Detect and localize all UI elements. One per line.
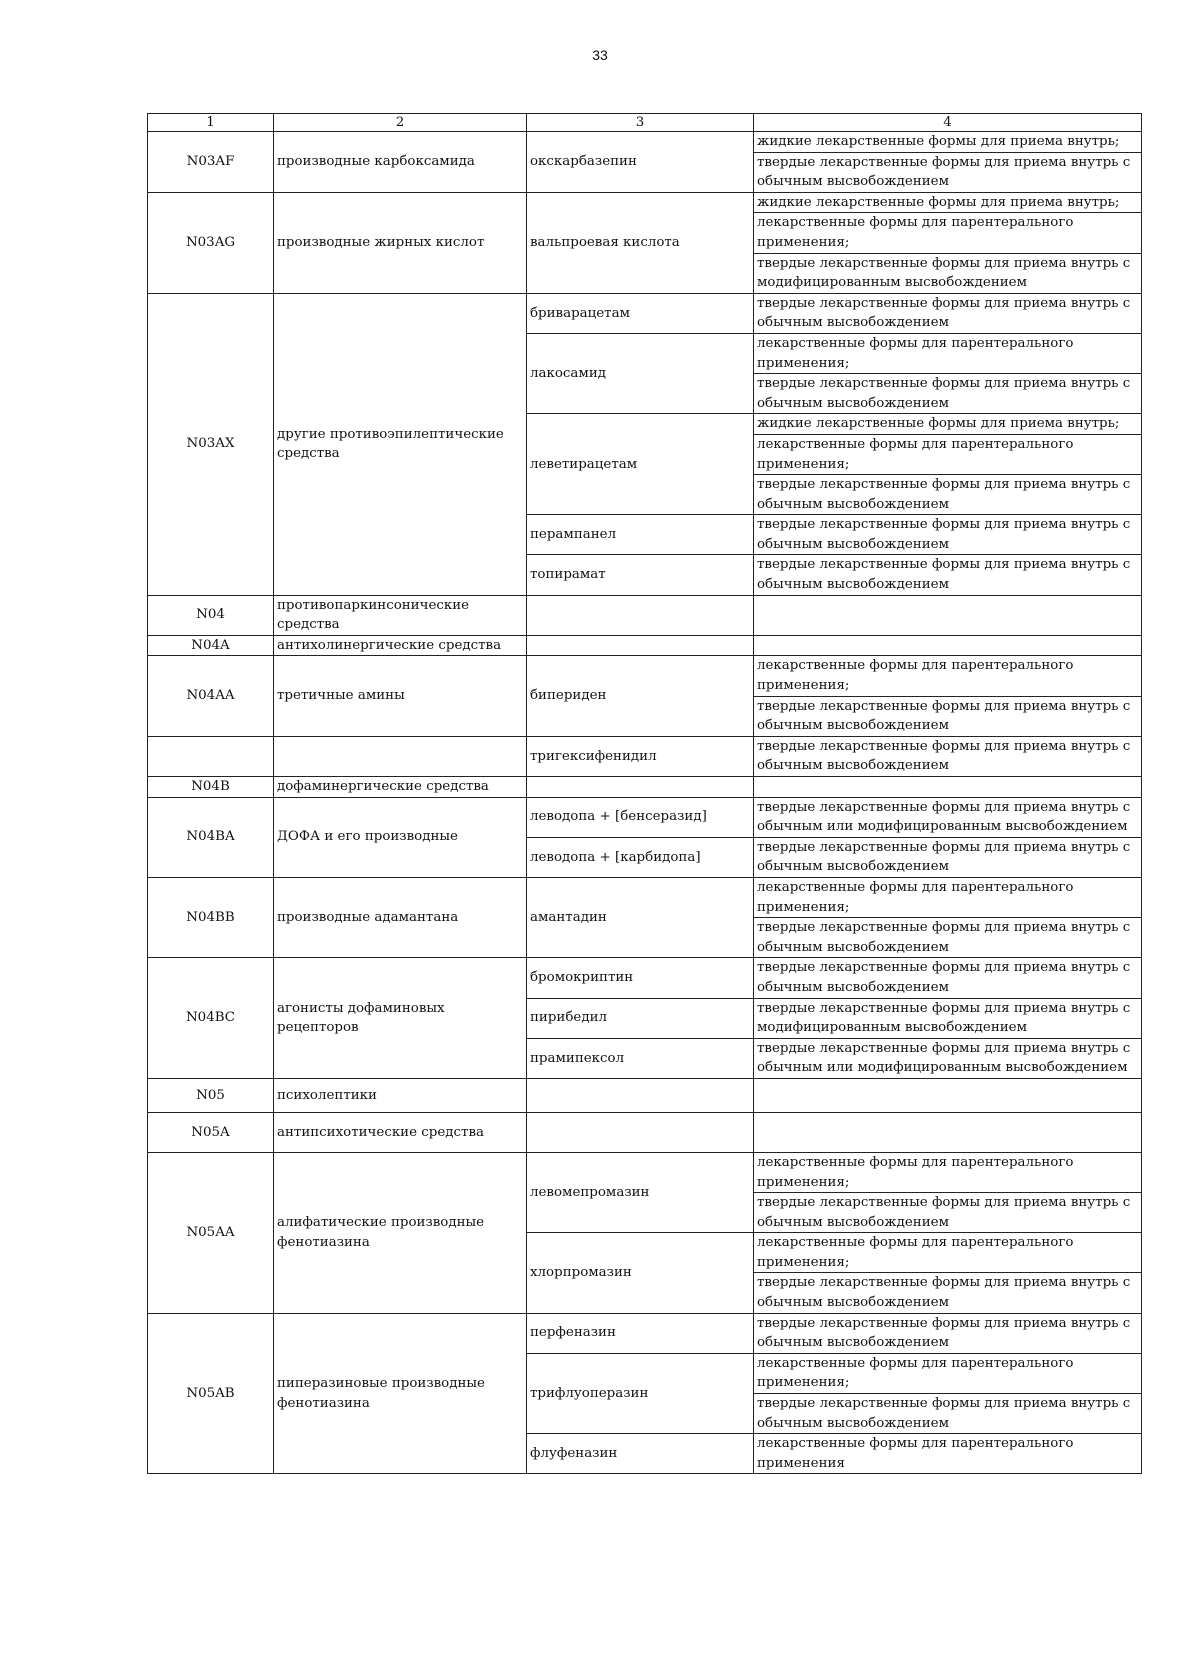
column-header: 4 (754, 114, 1142, 132)
column-header: 2 (274, 114, 527, 132)
dosage-form: твердые лекарственные формы для приема внутрь с обычным высвобождением (754, 696, 1142, 736)
table-row (148, 1112, 1142, 1152)
drug-name (527, 777, 754, 798)
group-name: производные карбоксамида (274, 132, 527, 193)
atc-code: N04BC (148, 958, 274, 1079)
atc-code: N05 (148, 1078, 274, 1112)
group-name: противопаркинсонические средства (274, 595, 527, 635)
atc-code: N04AA (148, 656, 274, 736)
atc-code: N03AX (148, 293, 274, 595)
group-name: другие противоэпилептические средства (274, 293, 527, 595)
dosage-form: твердые лекарственные формы для приема внутрь с модифицированным высвобождением (754, 998, 1142, 1038)
dosage-form (754, 1112, 1142, 1152)
dosage-form: лекарственные формы для парентерального применения; (754, 213, 1142, 253)
dosage-form: твердые лекарственные формы для приема внутрь с обычным высвобождением (754, 918, 1142, 958)
drug-name (527, 635, 754, 656)
group-name (274, 736, 527, 776)
dosage-form: лекарственные формы для парентерального применения; (754, 877, 1142, 917)
dosage-form: жидкие лекарственные формы для приема внутрь; (754, 192, 1142, 213)
atc-code: N04B (148, 777, 274, 798)
group-name: производные адамантана (274, 877, 527, 957)
table-row (148, 595, 1142, 635)
group-name: антихолинергические средства (274, 635, 527, 656)
drug-name: окскарбазепин (527, 132, 754, 193)
dosage-form: твердые лекарственные формы для приема внутрь с обычным высвобождением (754, 152, 1142, 192)
drug-name: флуфеназин (527, 1434, 754, 1474)
dosage-form: жидкие лекарственные формы для приема внутрь; (754, 132, 1142, 153)
table-row (148, 293, 1142, 333)
atc-code: N04A (148, 635, 274, 656)
drug-name: прамипексол (527, 1038, 754, 1078)
drug-name: лакосамид (527, 333, 754, 413)
drug-name: трифлуоперазин (527, 1353, 754, 1433)
atc-code: N03AF (148, 132, 274, 193)
dosage-form: твердые лекарственные формы для приема внутрь с обычным высвобождением (754, 374, 1142, 414)
dosage-form (754, 635, 1142, 656)
table-header-row (148, 114, 1142, 132)
group-name: производные жирных кислот (274, 192, 527, 293)
dosage-form: твердые лекарственные формы для приема внутрь с обычным высвобождением (754, 1394, 1142, 1434)
dosage-form (754, 777, 1142, 798)
dosage-form: твердые лекарственные формы для приема внутрь с обычным высвобождением (754, 958, 1142, 998)
dosage-form: твердые лекарственные формы для приема внутрь с обычным высвобождением (754, 736, 1142, 776)
table-row (148, 777, 1142, 798)
dosage-form: твердые лекарственные формы для приема внутрь с обычным высвобождением (754, 1273, 1142, 1313)
group-name: пиперазиновые производные фенотиазина (274, 1313, 527, 1474)
drug-name: пирибедил (527, 998, 754, 1038)
dosage-form: лекарственные формы для парентерального применения; (754, 656, 1142, 696)
table-row (148, 132, 1142, 153)
drug-name: топирамат (527, 555, 754, 595)
column-header: 1 (148, 114, 274, 132)
column-header: 3 (527, 114, 754, 132)
drug-name: перампанел (527, 515, 754, 555)
drug-name: перфеназин (527, 1313, 754, 1353)
table-row (148, 635, 1142, 656)
drug-name: леветирацетам (527, 414, 754, 515)
dosage-form: твердые лекарственные формы для приема внутрь с обычным высвобождением (754, 1313, 1142, 1353)
table-row (148, 1313, 1142, 1353)
dosage-form: лекарственные формы для парентерального применения; (754, 1233, 1142, 1273)
dosage-form: жидкие лекарственные формы для приема внутрь; (754, 414, 1142, 435)
page-number: 33 (592, 47, 608, 63)
atc-code: N04BB (148, 877, 274, 957)
drug-name (527, 595, 754, 635)
group-name: психолептики (274, 1078, 527, 1112)
group-name: дофаминергические средства (274, 777, 527, 798)
dosage-form: твердые лекарственные формы для приема внутрь с обычным или модифицированным высвобождением (754, 797, 1142, 837)
atc-code: N04 (148, 595, 274, 635)
dosage-form: твердые лекарственные формы для приема внутрь с обычным высвобождением (754, 555, 1142, 595)
group-name: агонисты дофаминовых рецепторов (274, 958, 527, 1079)
dosage-form: твердые лекарственные формы для приема внутрь с обычным высвобождением (754, 515, 1142, 555)
dosage-form: твердые лекарственные формы для приема внутрь с обычным высвобождением (754, 475, 1142, 515)
drug-name: бриварацетам (527, 293, 754, 333)
dosage-form: лекарственные формы для парентерального применения; (754, 333, 1142, 373)
drug-name: тригексифенидил (527, 736, 754, 776)
atc-code: N05AB (148, 1313, 274, 1474)
drug-name: хлорпромазин (527, 1233, 754, 1313)
dosage-form: лекарственные формы для парентерального применения; (754, 1353, 1142, 1393)
drug-name: вальпроевая кислота (527, 192, 754, 293)
dosage-form: лекарственные формы для парентерального применения; (754, 1152, 1142, 1192)
group-name: антипсихотические средства (274, 1112, 527, 1152)
group-name: ДОФА и его производные (274, 797, 527, 877)
drug-name: леводопа + [бенсеразид] (527, 797, 754, 837)
drug-table (147, 113, 1142, 1474)
table-row (148, 877, 1142, 917)
table-row (148, 656, 1142, 696)
dosage-form (754, 595, 1142, 635)
drug-name: бипериден (527, 656, 754, 736)
drug-name: бромокриптин (527, 958, 754, 998)
drug-name: леводопа + [карбидопа] (527, 837, 754, 877)
table-row (148, 192, 1142, 213)
dosage-form: лекарственные формы для парентерального применения; (754, 434, 1142, 474)
table-row (148, 797, 1142, 837)
atc-code: N04BA (148, 797, 274, 877)
table-row (148, 736, 1142, 776)
group-name: третичные амины (274, 656, 527, 736)
drug-name (527, 1112, 754, 1152)
drug-name: амантадин (527, 877, 754, 957)
drug-name: левомепромазин (527, 1152, 754, 1232)
table-row (148, 1078, 1142, 1112)
drug-name (527, 1078, 754, 1112)
atc-code: N05AA (148, 1152, 274, 1313)
dosage-form: твердые лекарственные формы для приема внутрь с модифицированным высвобождением (754, 253, 1142, 293)
dosage-form: твердые лекарственные формы для приема внутрь с обычным или модифицированным высвобождением (754, 1038, 1142, 1078)
group-name: алифатические производные фенотиазина (274, 1152, 527, 1313)
table-row (148, 958, 1142, 998)
dosage-form: лекарственные формы для парентерального применения (754, 1434, 1142, 1474)
table-row (148, 1152, 1142, 1192)
dosage-form: твердые лекарственные формы для приема внутрь с обычным высвобождением (754, 1193, 1142, 1233)
dosage-form (754, 1078, 1142, 1112)
atc-code (148, 736, 274, 776)
dosage-form: твердые лекарственные формы для приема внутрь с обычным высвобождением (754, 837, 1142, 877)
atc-code: N05A (148, 1112, 274, 1152)
dosage-form: твердые лекарственные формы для приема внутрь с обычным высвобождением (754, 293, 1142, 333)
atc-code: N03AG (148, 192, 274, 293)
